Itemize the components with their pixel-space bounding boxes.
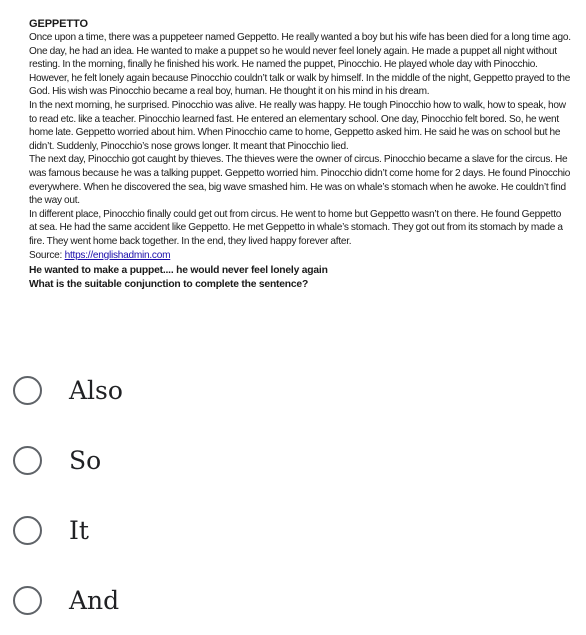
paragraph-4: In different place, Pinocchio finally could get out from circus. He went to home but Geppetto wasn’t on there. He found Geppetto at sea. He had the same accident like Geppetto. He met Geppetto in whale’s stomach. They got out from its stomach by made a fire. They went home back together. In the end, they lived happy forever after.: [29, 208, 563, 247]
option-and[interactable]: [13, 565, 573, 635]
radio-button-icon[interactable]: [13, 446, 42, 475]
radio-button-icon[interactable]: [13, 586, 42, 615]
passage-image: [29, 17, 571, 291]
option-so[interactable]: [13, 425, 573, 495]
radio-button-icon[interactable]: [13, 376, 42, 405]
paragraph-1: Once upon a time, there was a puppeteer named Geppetto. He really wanted a boy but his wife has been died for a long time ago. One day, he had an idea. He wanted to make a puppet so he would never feel lonely again. He made a puppet all night without resting. In the morning, finally he finished his work. He named the puppet, Pinocchio. He played whole day with Pinocchio. However, he felt lonely again because Pinocchio couldn’t talk or walk by himself. In the middle of the night, Geppetto prayed to the God. His wish was Pinocchio became a real boy, human. He thought it on his mind in his dream.: [29, 32, 571, 98]
option-label[interactable]: Also: [69, 375, 123, 405]
option-label[interactable]: So: [69, 445, 102, 475]
passage-title: GEPPETTO: [29, 18, 88, 30]
radio-button-icon[interactable]: [13, 516, 42, 545]
question-sentence: He wanted to make a puppet.... he would never feel lonely again: [29, 265, 328, 277]
source-link[interactable]: https://englishadmin.com: [64, 249, 171, 261]
answer-options: [13, 355, 573, 635]
source-label: Source:: [29, 249, 65, 261]
paragraph-2: In the next morning, he surprised. Pinocchio was alive. He really was happy. He tough Pinocchio how to walk, how to speak, how to read etc. like a teacher. Pinocchio learned fast. He entered an elementary school. One day, Pinocchio felt bored. So, he went home late. Geppetto worried about him. When Pinocchio came to home, Geppetto asked him. He said he was on school but he didn’t. Suddenly, Pinocchio’s nose grows longer. It meant that Pinocchio lied.: [29, 99, 566, 152]
option-it[interactable]: [13, 495, 573, 565]
source-line: [29, 249, 571, 263]
option-also[interactable]: [13, 355, 573, 425]
option-label[interactable]: And: [69, 585, 120, 615]
paragraph-3: The next day, Pinocchio got caught by thieves. The thieves were the owner of circus. Pinocchio became a slave for the circus. He was famous because he was a talking puppet. Geppetto worried him. Pinocchio didn’t come home for 2 days. He found Pinocchio everywhere. When he discovered the sea, big wave smashed him. He was on whale’s stomach when he awoke. He couldn’t find the way out.: [29, 154, 571, 207]
option-label[interactable]: It: [69, 515, 89, 545]
question-prompt: What is the suitable conjunction to complete the sentence?: [29, 278, 309, 290]
